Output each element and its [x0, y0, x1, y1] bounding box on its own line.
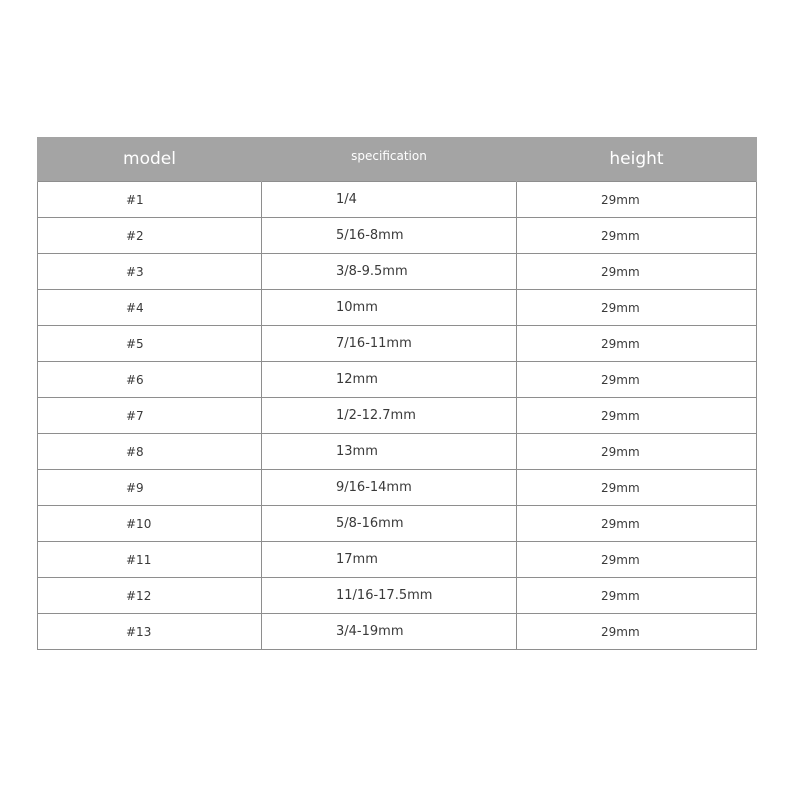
height-cell: 29mm: [517, 254, 757, 290]
table-row: [38, 362, 757, 398]
table-row: [38, 506, 757, 542]
height-cell: 29mm: [517, 542, 757, 578]
model-cell: #2: [38, 218, 262, 254]
column-header-height: height: [517, 137, 757, 182]
height-cell: 29mm: [517, 326, 757, 362]
column-header-specification: specification: [262, 137, 517, 182]
specification-cell: 11/16-17.5mm: [262, 578, 517, 614]
table-row: [38, 542, 757, 578]
height-cell: 29mm: [517, 506, 757, 542]
specification-cell: 10mm: [262, 290, 517, 326]
model-cell: #8: [38, 434, 262, 470]
model-cell: #7: [38, 398, 262, 434]
specification-cell: 5/8-16mm: [262, 506, 517, 542]
table-row: [38, 614, 757, 650]
height-cell: 29mm: [517, 182, 757, 218]
model-cell: #6: [38, 362, 262, 398]
table-header: [38, 137, 757, 182]
model-cell: #9: [38, 470, 262, 506]
height-cell: 29mm: [517, 290, 757, 326]
column-header-model: model: [38, 137, 262, 182]
table-body: [38, 182, 757, 650]
model-cell: #10: [38, 506, 262, 542]
height-cell: 29mm: [517, 398, 757, 434]
specification-cell: 17mm: [262, 542, 517, 578]
specification-cell: 3/4-19mm: [262, 614, 517, 650]
model-cell: #5: [38, 326, 262, 362]
table-row: [38, 470, 757, 506]
height-cell: 29mm: [517, 578, 757, 614]
specification-cell: 9/16-14mm: [262, 470, 517, 506]
header-row: [38, 137, 757, 182]
specification-cell: 5/16-8mm: [262, 218, 517, 254]
specification-cell: 7/16-11mm: [262, 326, 517, 362]
height-cell: 29mm: [517, 434, 757, 470]
table-row: [38, 290, 757, 326]
specification-cell: 1/4: [262, 182, 517, 218]
table-row: [38, 578, 757, 614]
specification-cell: 1/2-12.7mm: [262, 398, 517, 434]
specification-cell: 3/8-9.5mm: [262, 254, 517, 290]
table-row: [38, 326, 757, 362]
height-cell: 29mm: [517, 218, 757, 254]
model-cell: #3: [38, 254, 262, 290]
model-cell: #12: [38, 578, 262, 614]
table-row: [38, 398, 757, 434]
height-cell: 29mm: [517, 362, 757, 398]
height-cell: 29mm: [517, 614, 757, 650]
table-row: [38, 182, 757, 218]
specification-cell: 12mm: [262, 362, 517, 398]
height-cell: 29mm: [517, 470, 757, 506]
model-cell: #1: [38, 182, 262, 218]
table-row: [38, 218, 757, 254]
model-cell: #4: [38, 290, 262, 326]
model-cell: #13: [38, 614, 262, 650]
table-row: [38, 434, 757, 470]
table-row: [38, 254, 757, 290]
size-spec-table: [37, 137, 757, 650]
specification-cell: 13mm: [262, 434, 517, 470]
model-cell: #11: [38, 542, 262, 578]
